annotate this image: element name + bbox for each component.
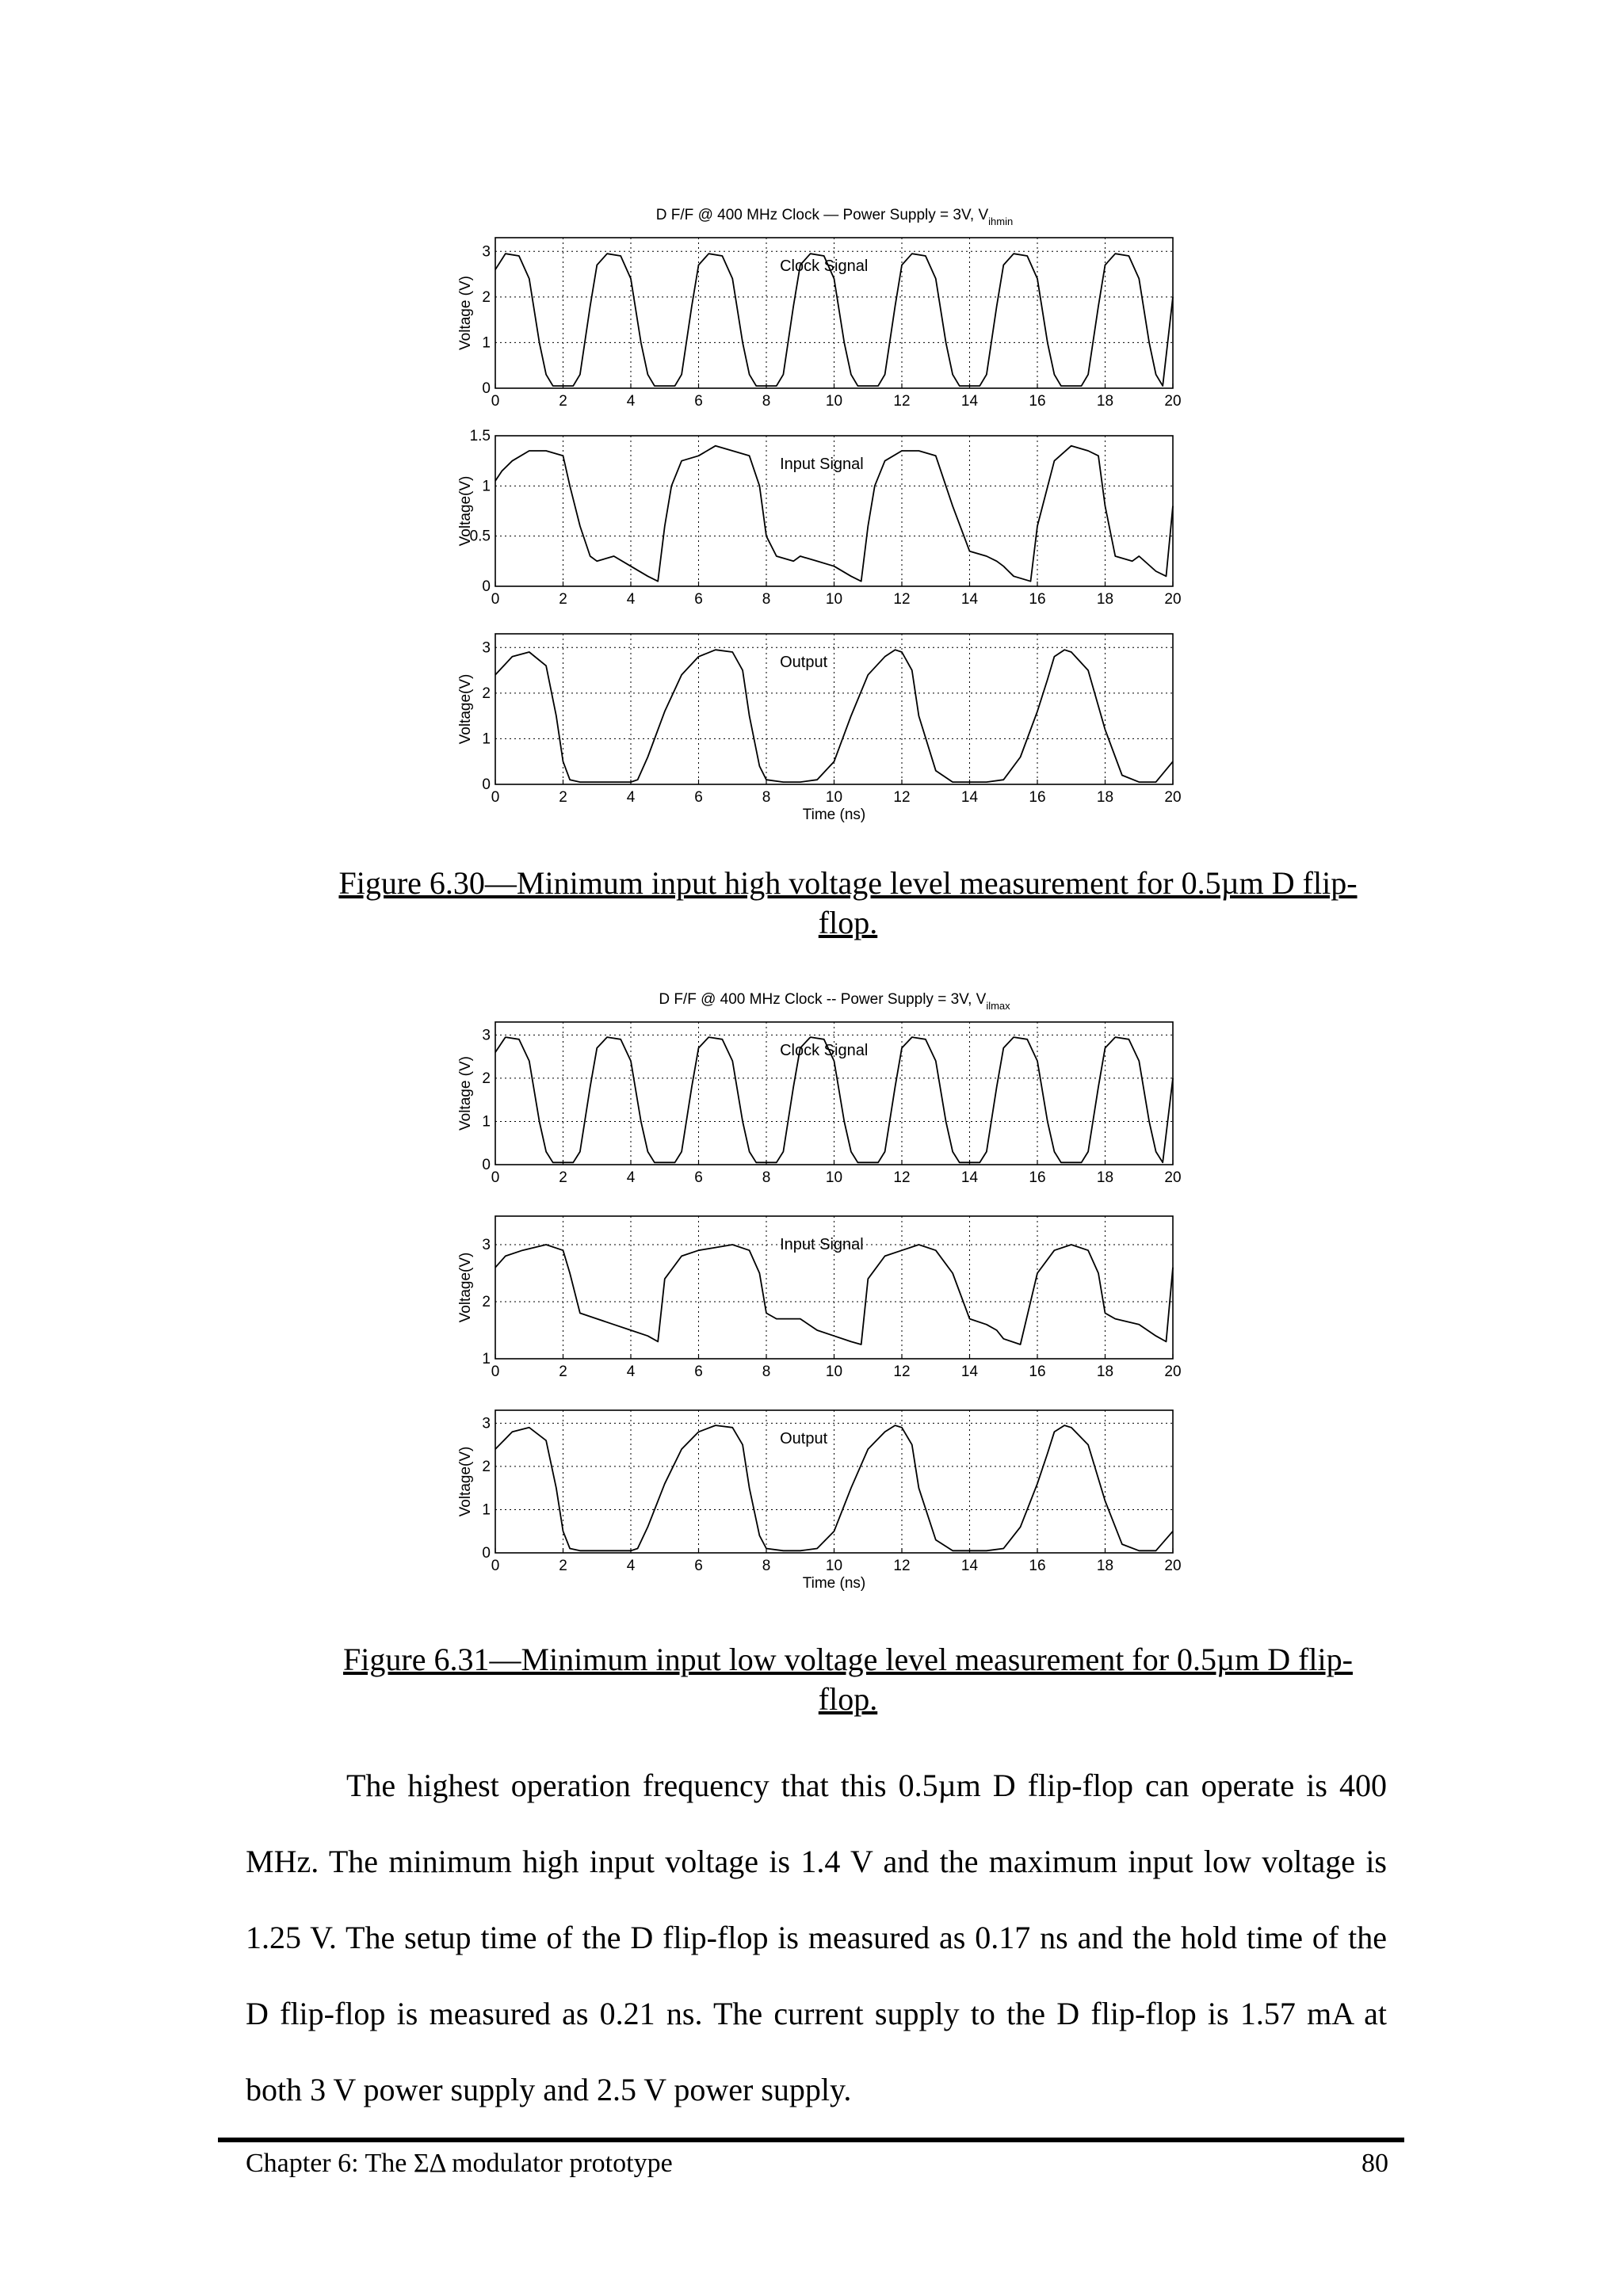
x-tick-label: 4 (626, 1169, 636, 1186)
chart-title: D F/F @ 400 MHz Clock -- Power Supply = 3V, $V_{ilmax}$ (659, 991, 1010, 1012)
x-tick-label: 10 (825, 591, 843, 608)
x-tick-label: 4 (626, 393, 636, 410)
x-tick-label: 16 (1029, 789, 1046, 806)
x-tick-label: 16 (1029, 1558, 1046, 1574)
x-tick-label: 0 (491, 1558, 500, 1574)
x-tick-label: 8 (762, 789, 771, 806)
y-tick-label: 0 (482, 1157, 491, 1173)
x-tick-label: 6 (694, 1558, 703, 1574)
x-tick-label: 4 (626, 789, 636, 806)
series-annotation: Output (780, 654, 828, 671)
x-tick-label: 8 (762, 591, 771, 608)
y-tick-label: 1.5 (469, 428, 491, 444)
x-tick-label: 20 (1164, 1558, 1182, 1574)
x-tick-label: 6 (694, 1363, 703, 1380)
figure-6-31-chart (428, 974, 1220, 1608)
panel-2 (457, 428, 1182, 608)
x-tick-label: 14 (960, 1363, 979, 1380)
series-annotation: Input Signal (780, 1236, 864, 1253)
x-tick-label: 8 (762, 1363, 771, 1380)
y-tick-label: 0.5 (469, 528, 491, 545)
panel-2 (457, 1216, 1182, 1380)
x-tick-label: 20 (1164, 1169, 1182, 1186)
y-tick-label: 2 (482, 288, 491, 306)
figure-6-30 (428, 186, 1220, 844)
figure-6-31 (428, 974, 1220, 1608)
x-tick-label: 12 (893, 1363, 911, 1380)
y-tick-label: 0 (482, 380, 491, 397)
y-tick-label: 3 (482, 243, 491, 261)
panel-3 (457, 1410, 1182, 1592)
y-tick-label: 3 (482, 639, 491, 657)
y-axis-label: Voltage(V) (457, 1446, 474, 1517)
y-axis-label: Voltage (V) (457, 276, 474, 350)
x-tick-label: 10 (825, 789, 843, 806)
x-tick-label: 18 (1096, 1363, 1114, 1380)
x-tick-label: 12 (893, 393, 911, 410)
y-tick-label: 1 (482, 1501, 491, 1519)
x-tick-label: 16 (1029, 1363, 1046, 1380)
panel-3 (457, 634, 1182, 823)
x-tick-label: 4 (626, 591, 636, 608)
x-tick-label: 18 (1096, 789, 1114, 806)
x-tick-label: 14 (960, 393, 979, 410)
y-tick-label: 0 (482, 776, 491, 793)
y-axis-label: Voltage(V) (457, 673, 474, 745)
x-tick-label: 6 (694, 591, 703, 608)
figure-6-31-caption: Figure 6.31—Minimum input low voltage level measurement for 0.5µm D flip-flop. (343, 1642, 1353, 1717)
x-tick-label: 6 (694, 1169, 703, 1186)
x-axis-label: Time (ns) (802, 807, 866, 823)
x-tick-label: 8 (762, 1558, 771, 1574)
y-tick-label: 2 (482, 1070, 491, 1087)
x-tick-label: 2 (559, 1169, 567, 1186)
x-tick-label: 20 (1164, 393, 1182, 410)
x-tick-label: 2 (559, 393, 567, 410)
y-axis-label: Voltage(V) (457, 475, 474, 547)
x-tick-label: 4 (626, 1363, 636, 1380)
x-tick-label: 14 (960, 789, 979, 806)
y-tick-label: 1 (482, 1351, 491, 1367)
y-axis-label: Voltage(V) (457, 1252, 474, 1323)
x-tick-label: 2 (559, 1363, 567, 1380)
x-tick-label: 12 (893, 789, 911, 806)
y-tick-label: 1 (482, 478, 491, 495)
x-tick-label: 0 (491, 591, 500, 608)
y-tick-label: 1 (482, 1113, 491, 1131)
x-tick-label: 16 (1029, 591, 1046, 608)
x-tick-label: 0 (491, 789, 500, 806)
x-tick-label: 0 (491, 393, 500, 410)
x-tick-label: 6 (694, 789, 703, 806)
x-tick-label: 10 (825, 393, 843, 410)
panel-1 (457, 1022, 1182, 1186)
x-tick-label: 6 (694, 393, 703, 410)
x-tick-label: 12 (893, 1169, 911, 1186)
series-annotation: Clock Signal (780, 1042, 869, 1059)
figure-6-30-caption: Figure 6.30—Minimum input high voltage level measurement for 0.5µm D flip-flop. (338, 865, 1358, 940)
x-tick-label: 12 (893, 591, 911, 608)
y-tick-label: 2 (482, 1458, 491, 1475)
series-annotation: Input Signal (780, 456, 864, 473)
x-tick-label: 16 (1029, 1169, 1046, 1186)
y-axis-label: Voltage (V) (457, 1056, 474, 1131)
figure-6-30-chart (428, 186, 1220, 844)
x-tick-label: 0 (491, 1169, 500, 1186)
x-tick-label: 10 (825, 1363, 843, 1380)
footer-rule (218, 2138, 1404, 2142)
x-tick-label: 18 (1096, 393, 1114, 410)
x-tick-label: 2 (559, 591, 567, 608)
body-paragraph: The highest operation frequency that this 0.5µm D flip-flop can operate is 400 MHz. The minimum high input voltage is 1.4 V and the maximum input low voltage is 1.25 V. The setup time of the D flip-flop is measured as 0.17 ns and the hold time of the D flip-flop is measured as 0.21 ns. The current supply to the D flip-flop is 1.57 mA at both 3 V power supply and 2.5 V power supply. (246, 1768, 1387, 2107)
series-annotation: Output (780, 1430, 828, 1447)
x-tick-label: 8 (762, 1169, 771, 1186)
footer-chapter: Chapter 6: The ΣΔ modulator prototype (246, 2149, 673, 2178)
x-tick-label: 8 (762, 393, 771, 410)
x-tick-label: 18 (1096, 591, 1114, 608)
x-tick-label: 14 (960, 1558, 979, 1574)
page-number: 80 (1361, 2149, 1388, 2178)
x-tick-label: 20 (1164, 591, 1182, 608)
y-tick-label: 1 (482, 730, 491, 748)
y-tick-label: 0 (482, 1545, 491, 1562)
y-tick-label: 0 (482, 578, 491, 595)
panel-1 (457, 238, 1182, 410)
y-tick-label: 1 (482, 334, 491, 352)
y-tick-label: 3 (482, 1237, 491, 1253)
x-tick-label: 18 (1096, 1169, 1114, 1186)
chart-title: D F/F @ 400 MHz Clock — Power Supply = 3V, $V_{ihmin}$ (655, 207, 1014, 227)
y-tick-label: 2 (482, 685, 491, 702)
x-tick-label: 18 (1096, 1558, 1114, 1574)
x-tick-label: 10 (825, 1169, 843, 1186)
x-tick-label: 0 (491, 1363, 500, 1380)
x-tick-label: 14 (960, 591, 979, 608)
x-tick-label: 14 (960, 1169, 979, 1186)
x-tick-label: 20 (1164, 1363, 1182, 1380)
x-axis-label: Time (ns) (802, 1575, 866, 1592)
x-tick-label: 16 (1029, 393, 1046, 410)
y-tick-label: 3 (482, 1027, 491, 1044)
x-tick-label: 20 (1164, 789, 1182, 806)
y-tick-label: 3 (482, 1415, 491, 1432)
y-tick-label: 2 (482, 1294, 491, 1310)
x-tick-label: 4 (626, 1558, 636, 1574)
x-tick-label: 2 (559, 789, 567, 806)
x-tick-label: 10 (825, 1558, 843, 1574)
series-annotation: Clock Signal (780, 257, 869, 275)
x-tick-label: 12 (893, 1558, 911, 1574)
x-tick-label: 2 (559, 1558, 567, 1574)
